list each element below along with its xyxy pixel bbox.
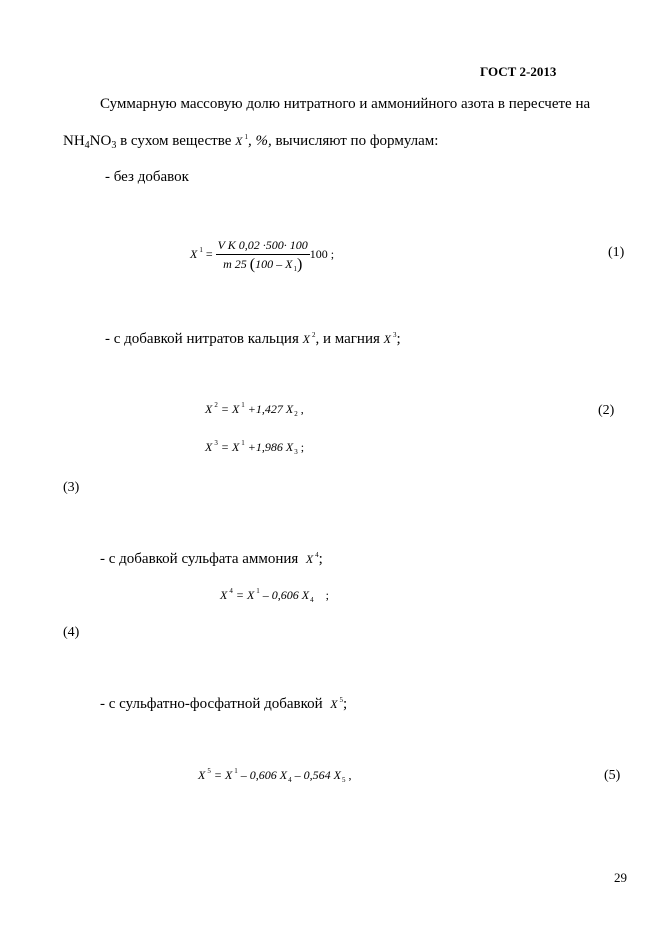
f4-lhs: X	[220, 588, 228, 602]
formula-3-number: (3)	[63, 480, 80, 495]
document-header: ГОСТ 2-2013	[480, 64, 557, 79]
intro-line-1: Суммарную массовую долю нитратного и аммонийного азота в пересчете на	[100, 96, 591, 112]
f1-fraction	[216, 238, 310, 272]
f1-den-b: 100 – X	[255, 257, 293, 271]
formula-4-number: (4)	[63, 625, 80, 640]
f3-coef: +1,986 X	[244, 440, 294, 454]
chem-nh: NH	[63, 133, 85, 149]
f5-lhs-sup: 5	[207, 767, 211, 775]
f3-tail: ;	[297, 440, 305, 454]
section-ammonium-sulfate	[100, 550, 323, 568]
f3-lhs-sup: 3	[214, 439, 218, 447]
f1-den-sub: 1	[293, 265, 297, 273]
f5-coef2-sub: 5	[341, 776, 346, 784]
formula-5-number: (5)	[604, 768, 621, 783]
s2-var1-sup: 2	[311, 331, 316, 339]
f1-lhs: X	[190, 246, 198, 261]
chem-no: NO	[89, 133, 112, 149]
s3-var-sup: 4	[315, 551, 319, 559]
f2-tail: ,	[297, 402, 304, 416]
f1-numerator: V K 0,02 ·500· 100	[216, 238, 310, 255]
f3-rhs-sup: 1	[241, 439, 245, 447]
f2-rhs-sup: 1	[241, 401, 245, 409]
s2-label-a: - с добавкой нитратов кальция	[105, 331, 303, 347]
chem-sub-4: 4	[84, 140, 90, 151]
f1-paren-open: (	[249, 256, 256, 273]
f4-coef-sub: 4	[310, 596, 314, 604]
f5-lhs: X	[198, 768, 206, 782]
s2-var2: X	[383, 332, 391, 346]
f5-coef1-sub: 4	[288, 776, 292, 784]
s2-label-c: ;	[396, 331, 401, 347]
formula-5	[198, 768, 351, 782]
f2-lhs: X	[205, 402, 213, 416]
intro-line-2	[63, 132, 438, 150]
intro-unit: , %,	[247, 133, 272, 149]
f4-lhs-sup: 4	[229, 587, 233, 595]
section-no-additives: - без добавок	[105, 169, 189, 185]
f1-den-a: m 25	[223, 257, 250, 271]
f2-lhs-sup: 2	[214, 401, 218, 409]
section-calcium-magnesium	[105, 330, 401, 348]
f2-coef: +1,427 X	[244, 402, 294, 416]
f3-lhs: X	[205, 440, 213, 454]
f2-coef-sub: 2	[294, 410, 298, 418]
s3-label: - с добавкой сульфата аммония	[100, 551, 303, 567]
f2-rhs: = X	[217, 402, 240, 416]
s2-var2-sup: 3	[392, 331, 397, 339]
f5-tail: ,	[345, 768, 352, 782]
f4-tail: ;	[313, 588, 329, 602]
formula-2	[205, 402, 304, 416]
intro-text: в сухом веществе	[116, 133, 236, 149]
s4-tail: ;	[343, 696, 348, 712]
s4-var-sup: 5	[339, 696, 344, 704]
s2-label-b: , и магния	[315, 331, 384, 347]
f1-lhs-sup: 1	[199, 245, 203, 254]
s4-var: X	[330, 697, 338, 711]
f5-coef2: – 0,564 X	[291, 768, 341, 782]
chem-sub-3: 3	[111, 140, 117, 151]
f1-denominator	[216, 255, 310, 272]
page-number: 29	[614, 870, 627, 885]
f4-rhs: = X	[232, 588, 255, 602]
s3-tail: ;	[318, 551, 323, 567]
intro-var-sup: 1	[244, 133, 248, 141]
f4-rhs-sup: 1	[256, 587, 260, 595]
f5-coef1: – 0,606 X	[237, 768, 288, 782]
s4-label: - с сульфатно-фосфатной добавкой	[100, 696, 327, 712]
f5-rhs: = X	[210, 768, 233, 782]
f1-tail: 100 ;	[309, 246, 335, 261]
formula-4	[220, 588, 329, 602]
intro-var: X	[235, 134, 243, 148]
s3-var: X	[305, 552, 314, 566]
f1-eq: =	[202, 246, 216, 261]
formula-3	[205, 440, 304, 454]
f3-rhs: = X	[217, 440, 240, 454]
f4-coef: – 0,606 X	[259, 588, 310, 602]
formula-1-number: (1)	[608, 245, 625, 260]
f5-rhs-sup: 1	[234, 767, 238, 775]
intro-tail: вычисляют по формулам:	[271, 133, 439, 149]
s2-var1: X	[302, 332, 310, 346]
formula-1	[190, 238, 334, 272]
f3-coef-sub: 3	[294, 448, 298, 456]
formula-2-number: (2)	[598, 403, 615, 418]
section-sulfate-phosphate	[100, 695, 347, 713]
f1-paren-close: )	[296, 256, 303, 273]
